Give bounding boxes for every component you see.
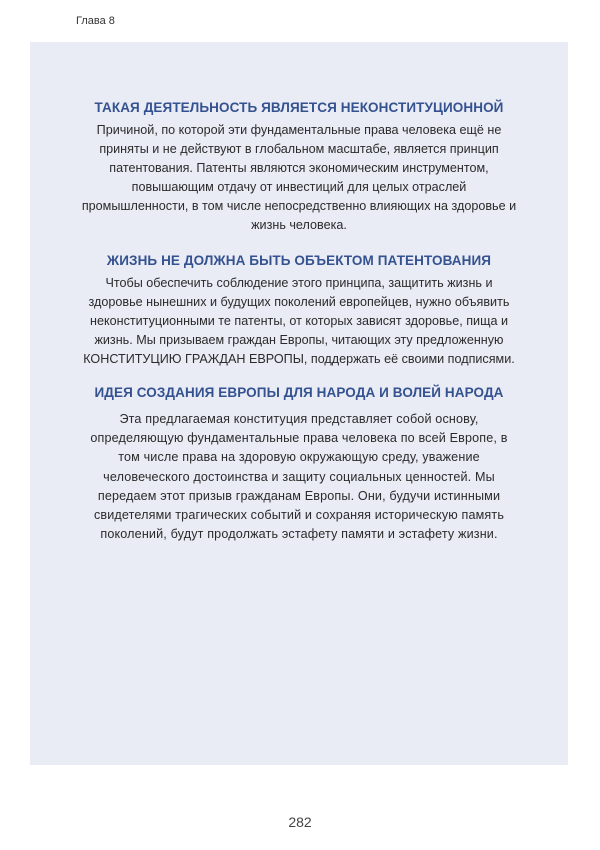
paragraph-line: жизнь. Мы призываем граждан Европы, читающих эту предложенную [94,333,504,347]
paragraph-line: передаем этот призыв гражданам Европы. Они, будучи истинными [97,488,501,503]
paragraph-line: Эта предлагаемая конституция представляет собой основу, [119,412,479,426]
paragraph-line: свидетелями трагических событий и сохраняя историческую память [93,508,505,523]
paragraph-line: неконституционными те патенты, от которых зависят здоровье, пища и [90,314,508,328]
paragraph-line: приняты и не действуют в глобальном масштабе, является принцип [99,142,499,156]
paragraph-line: поколений, будут продолжать эстафету памяти и эстафету жизни. [100,527,498,542]
paragraph-line: патентования. Патенты являются экономическим инструментом, [109,161,489,175]
section-heading: ЖИЗНЬ НЕ ДОЛЖНА БЫТЬ ОБЪЕКТОМ ПАТЕНТОВАНИЯ [106,253,492,268]
page-number: 282 [288,814,312,830]
paragraph-line: повышающим отдачу от инвестиций для целых отраслей [131,180,467,194]
paragraph-line: Чтобы обеспечить соблюдение этого принципа, защитить жизнь и [105,276,493,290]
section-life-not-patentable [30,253,568,369]
paragraph-line: КОНСТИТУЦИЮ ГРАЖДАН ЕВРОПЫ, поддержать её своими подписями. [83,352,515,366]
paragraph-line: промышленности, в том числе непосредственно влияющих на здоровье и [81,199,517,213]
paragraph-line: жизнь человека. [251,218,347,232]
paragraph-line: том числе права на здоровую окружающую среду, уважение [118,450,480,465]
chapter-label: Глава 8 [76,15,115,27]
paragraph-line: человеческого достоинства и защиту социальных ценностей. Мы [103,469,495,484]
section-europe-for-people [30,385,568,544]
section-heading: ТАКАЯ ДЕЯТЕЛЬНОСТЬ ЯВЛЯЕТСЯ НЕКОНСТИТУЦИОННОЙ [94,100,504,115]
content-panel [30,42,568,765]
paragraph-line: Причиной, по которой эти фундаментальные права человека ещё не [96,123,502,137]
paragraph-line: здоровье нынешних и будущих поколений европейцев, нужно объявить [88,295,510,309]
section-heading: ИДЕЯ СОЗДАНИЯ ЕВРОПЫ ДЛЯ НАРОДА И ВОЛЕЙ НАРОДА [94,385,504,400]
section-unconstitutional [30,100,568,235]
paragraph-line: определяющую фундаментальные права человека по всей Европе, в [90,431,508,446]
